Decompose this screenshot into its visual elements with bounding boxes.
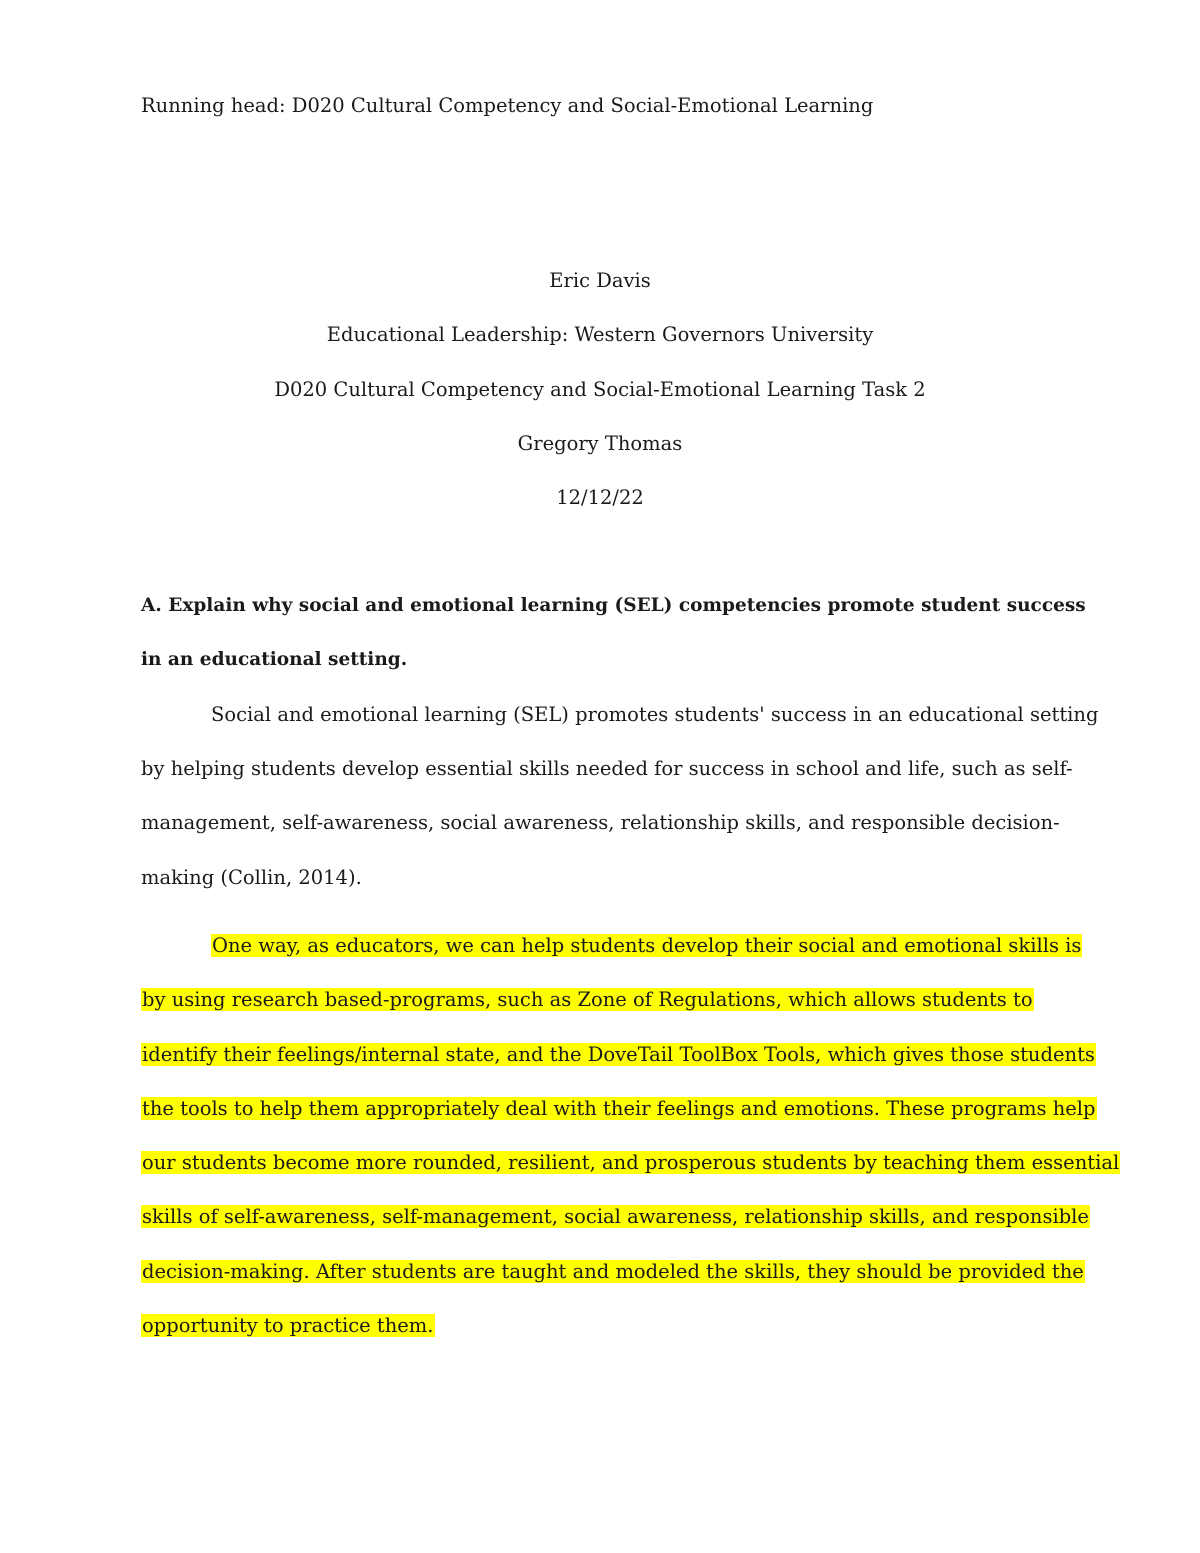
highlighted-paragraph-line (141, 1041, 1096, 1069)
highlighted-text: skills of self-awareness, self-management, social awareness, relationship skills, and responsible (142, 1205, 1089, 1228)
course-title: D020 Cultural Competency and Social-Emotional Learning Task 2 (274, 378, 926, 401)
highlighted-paragraph-line (141, 1149, 1120, 1177)
running-head: Running head: D020 Cultural Competency and Social-Emotional Learning (141, 94, 874, 117)
highlighted-paragraph-line (141, 1095, 1097, 1123)
highlighted-text: the tools to help them appropriately deal with their feelings and emotions. These programs help (142, 1097, 1096, 1120)
institution: Educational Leadership: Western Governors University (326, 323, 874, 346)
paragraph-line: Social and emotional learning (SEL) promotes students' success in an educational setting (211, 703, 1099, 726)
highlighted-paragraph-line (141, 1312, 435, 1340)
paragraph-line: management, self-awareness, social awareness, relationship skills, and responsible decision- (141, 811, 1060, 834)
section-heading-line: in an educational setting. (141, 649, 408, 670)
paragraph-line: by helping students develop essential skills needed for success in school and life, such as self- (141, 757, 1073, 780)
highlighted-paragraph-line (141, 986, 1034, 1014)
document-date: 12/12/22 (556, 486, 644, 509)
section-heading-line: A. Explain why social and emotional learning (SEL) competencies promote student success (141, 595, 1086, 616)
highlighted-text: opportunity to practice them. (142, 1314, 434, 1337)
highlighted-text: One way, as educators, we can help students develop their social and emotional skills is (212, 934, 1082, 957)
highlighted-paragraph-line (211, 932, 1082, 960)
highlighted-text: decision-making. After students are taught and modeled the skills, they should be provided the (142, 1260, 1084, 1283)
paragraph-line: making (Collin, 2014). (141, 866, 362, 889)
highlighted-paragraph-line (141, 1203, 1090, 1231)
highlighted-text: identify their feelings/internal state, and the DoveTail ToolBox Tools, which gives those students (142, 1043, 1095, 1066)
highlighted-paragraph-line (141, 1258, 1085, 1286)
author-name: Eric Davis (549, 269, 651, 292)
highlighted-text: by using research based-programs, such as Zone of Regulations, which allows students to (142, 988, 1033, 1011)
instructor-name: Gregory Thomas (517, 432, 683, 455)
highlighted-text: our students become more rounded, resilient, and prosperous students by teaching them essential (142, 1151, 1120, 1174)
